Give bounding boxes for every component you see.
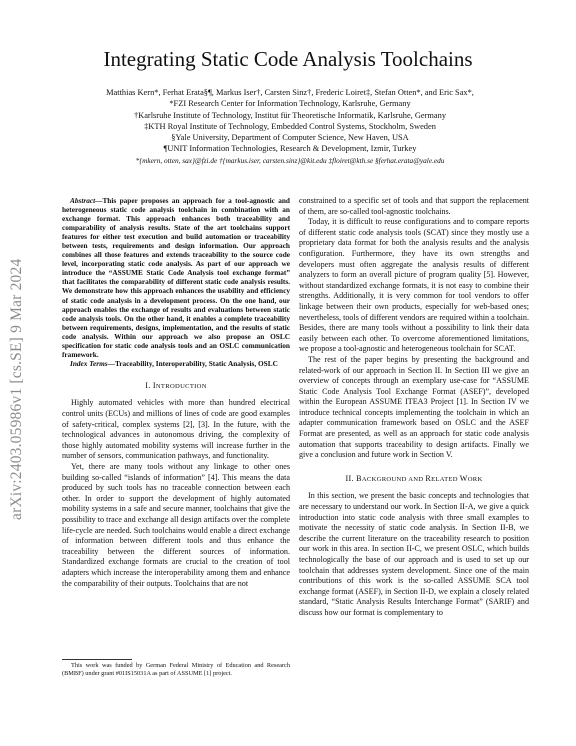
- footnote-rule: [62, 659, 132, 660]
- section-rest: NTRODUCTION: [155, 382, 207, 390]
- section-rest: ORK: [467, 475, 483, 483]
- section-heading-background: [299, 474, 529, 486]
- intro-paragraph-2-continued: constrained to a specific set of tools and that support the replacement of them, are so-called tool-agnostic toolchains.: [299, 196, 529, 216]
- affiliation-3: ‡KTH Royal Institute of Technology, Embedded Control Systems, Stockholm, Sweden: [144, 121, 436, 131]
- author-list: Matthias Kern*, Ferhat Erata§¶, Markus Iser†, Carsten Sinz†, Frederic Loiret‡, Stefan Otten*, and Eric Sax*,: [106, 88, 474, 97]
- section-numeral: I.: [145, 380, 153, 390]
- section-cap: R: [425, 473, 432, 483]
- funding-footnote: This work was funded by German Federal Ministry of Education and Research (BMBF) under grant #01IS15031A as part of ASSUME [1] project.: [62, 662, 290, 678]
- abstract: [62, 196, 290, 359]
- affiliation-1: *FZI Research Center for Information Technology, Karlsruhe, Germany: [169, 99, 411, 109]
- section-cap: W: [459, 473, 468, 483]
- intro-paragraph-1: Highly automated vehicles with more than hundred electrical control units (ECUs) and millions of lines of code are good examples of safety-critical, complex systems [2], [3]. In the future, with the technological advances in autonomous driving, the complexity of those highly automated mobility systems will increase further in the number of sensors, communication pathways, and functionality.: [62, 398, 290, 461]
- affiliation-4: §Yale University, Department of Computer Science, New Haven, USA: [171, 133, 409, 143]
- left-column: [62, 196, 290, 589]
- affiliation-5: ¶UNIT Information Technologies, Research & Development, Izmir, Turkey: [163, 144, 417, 154]
- section-rest: ACKGROUND AND: [361, 475, 426, 483]
- right-column: [299, 196, 529, 619]
- author-emails: *{mkern, otten, sax}@fzi.de †{markus.iser, carsten.sinz}@kit.edu ‡floiret@kth.se §ferhat.erata@yale.edu: [135, 155, 445, 165]
- abstract-label: Abstract: [70, 196, 96, 205]
- background-paragraph-1: In this section, we present the basic concepts and technologies that are necessary to understand our work. In Section II-A, we give a quick introduction into static code analysis with three small examples to motivate the necessity of static code analysis. In Section II-B, we describe the current literature on the traceability research to position our work in this area. In section II-C, we present OSLC, which builds technologically the base of our approach and is used to set up our toolchain that addresses system development. Since one of the main contributions of this work is the so-called ASSUME SCA tool exchange format (ASEF), in Section II-D, we explain a closely related standard, “Static Analysis Results Interchange Format” (SARIF) and discuss how our format is complementary to: [299, 491, 529, 617]
- abstract-text: —This paper proposes an approach for a tool-agnostic and heterogeneous static code analysis toolchain in combination with an exchange format. This approach enhances both traceability and comparability of analysis results. State of the art toolchains support features for either test execution and build automation or traceability between tests, requirements and design information. Our approach combines all those features and extends traceability to the source code level, incorporating static code analysis. As part of our approach we introduce the “ASSUME Static Code Analysis tool exchange format” that facilitates the comparability of different static code analysis results. We demonstrate how this approach enhances the usability and efficiency of static code analysis in a development process. On the one hand, our approach enables the exchange of results and evaluations between static code analysis tools. On the other hand, it enables a complete traceability between requirements, designs, implementation, and the results of static code analysis. Within our approach we also propose an OSLC specification for static code analysis tools and an OSLC communication framework.: [62, 196, 290, 359]
- index-terms-label: Index Terms: [70, 358, 108, 368]
- affiliation-2: †Karlsruhe Institute of Technology, Institut für Theoretische Informatik, Karlsruhe, Germany: [133, 110, 447, 120]
- section-numeral: II.: [345, 473, 357, 483]
- index-terms: [62, 359, 290, 368]
- intro-paragraph-3: Today, it is difficult to reuse configurations and to compare reports of different static code analysis tools (SCAT) since they mostly use a proprietary data format for both the analysis results and the analysis configuration. Furthermore, they have its own strengths and developers must often aggregate the analysis results of different analyzers to form an overall picture of program quality [5]. However, without standardized exchange formats, it is not easy to combine their strengths. Additionally, it is very common for tool vendors to offer linkage between their own products, especially for web-based ones; nevertheless, tools of different vendors are required within a toolchain. Besides, there are many tools without a possibility to link their data easily between each other. To overcome aforementioned limitations, we propose a tool-agnostic and heterogeneous toolchain for SCAT.: [299, 217, 529, 354]
- intro-paragraph-4: The rest of the paper begins by presenting the background and related-work of our approach in Section II. In Section III we give an overview of concepts through an exemplary use-case for “ASSUME Static Code Analysis Tool Exchange Format (ASEF)”, developed within the European ASSUME ITEA3 Project [1]. In Section IV we introduce technical concepts implementing the toolchain in which an adapter communication framework based on OSLC and the ASEF Format are presented, as well as an approach for static code analysis automation that supports traceability to design artifacts. Finally we give a conclusion and future work in Section V.: [299, 354, 529, 460]
- section-rest: ELATED: [431, 475, 460, 483]
- author-block: [40, 87, 540, 166]
- arxiv-stamp[interactable]: arXiv:2403.05986v1 [cs.SE] 9 Mar 2024: [8, 258, 25, 520]
- section-heading-introduction: [62, 381, 290, 393]
- index-terms-text: —Traceability, Interoperability, Static Analysis, OSLC: [107, 358, 278, 368]
- paper-title: Integrating Static Code Analysis Toolchains: [103, 47, 473, 71]
- section-cap: B: [356, 473, 362, 483]
- section-cap: I: [152, 380, 156, 390]
- intro-paragraph-2: Yet, there are many tools without any linkage to other ones building so-called “islands of information” [4]. This means the data produced by such tools has no traceable connection between each other. In order to support the development of highly automated mobility systems in a safe and secure manner, toolchains that give the possibility to trace and exchange all design artifacts over the complete life-cycle are needed. Such toolchains would enable a direct exchange of information between different tools and thus enhance the traceability between the different sources of information. Standardized exchange formats are crucial to the creation of tool adapters which increase the interoperability among them and enhance the comparability of their outputs. Toolchains that are not: [62, 462, 290, 588]
